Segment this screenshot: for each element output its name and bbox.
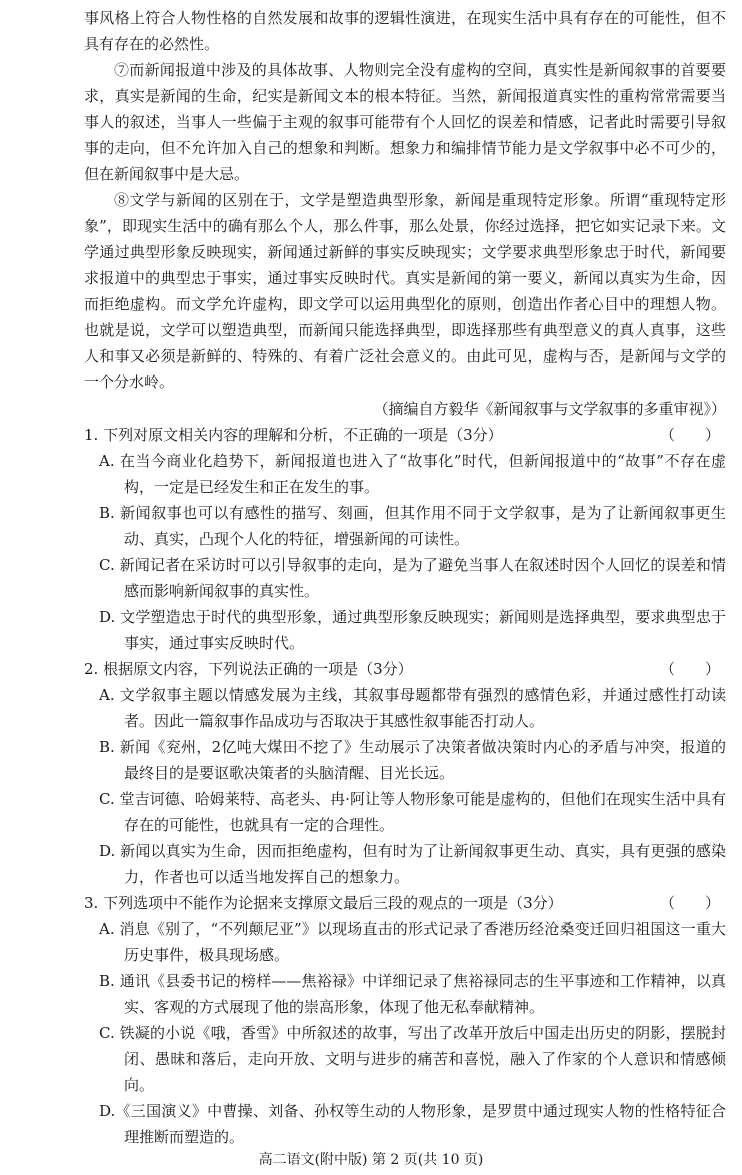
- answer-blank[interactable]: （ ）: [660, 894, 721, 912]
- passage-paragraph: ⑦而新闻报道中涉及的具体故事、人物则完全没有虚构的空间，真实性是新闻叙事的首要要求，真实是新闻的生命，纪实是新闻文本的根本特征。当然，新闻报道真实性的重构常常需要当事人的叙述，当事人一些偏于主观的叙事可能带有个人回忆的误差和情感，记者此时需要引导叙事的走向，但不允许加入自己的想象和判断。想象力和编排情节能力是文学叙事中必不可少的，但在新闻叙事中是大忌。: [84, 61, 726, 183]
- option-b[interactable]: B. 通讯《县委书记的榜样——焦裕禄》中详细记录了焦裕禄同志的生平事迹和工作精神，以真实、客观的方式展现了他的崇高形象，体现了他无私奉献精神。: [99, 972, 726, 1016]
- question-2: [84, 656, 726, 890]
- question-stem: 3. 下列选项中不能作为论据来支撑原文最后三段的观点的一项是（3分）: [84, 894, 563, 912]
- option-c[interactable]: C. 铁凝的小说《哦，香雪》中所叙述的故事，写出了改革开放后中国走出历史的阴影，摆脱封闭、愚昧和落后，走向开放、文明与进步的痛苦和喜悦，融入了作家的个人意识和情感倾向。: [99, 1024, 726, 1094]
- option-d[interactable]: D. 新闻以真实为生命，因而拒绝虚构，但有时为了让新闻叙事更生动、真实，具有更强的感染力，作者也可以适当地发挥自己的想象力。: [99, 842, 726, 886]
- passage: [84, 5, 726, 395]
- answer-blank[interactable]: （ ）: [660, 660, 721, 678]
- question-1: [84, 422, 726, 656]
- question-3: [84, 890, 726, 1150]
- answer-blank[interactable]: （ ）: [660, 426, 721, 444]
- option-a[interactable]: A. 文学叙事主题以情感发展为主线，其叙事母题都带有强烈的感情色彩，并通过感性打动读者。因此一篇叙事作品成功与否取决于其感性叙事能否打动人。: [99, 686, 726, 730]
- page-footer: 高二语文(附中版) 第 2 页(共 10 页): [258, 1152, 484, 1168]
- passage-paragraph: 事风格上符合人物性格的自然发展和故事的逻辑性演进，在现实生活中具有存在的可能性，但不具有存在的必然性。: [84, 9, 726, 53]
- question-stem: 2. 根据原文内容，下列说法正确的一项是（3分）: [84, 660, 413, 678]
- option-c[interactable]: C. 堂吉诃德、哈姆莱特、高老头、冉·阿让等人物形象可能是虚构的，但他们在现实生活中具有存在的可能性，也就具有一定的合理性。: [99, 790, 726, 834]
- source-citation: （摘编自方毅华《新闻叙事与文学叙事的多重审视》）: [373, 400, 726, 418]
- option-a[interactable]: A. 消息《别了，“不列颠尼亚”》以现场直击的形式记录了香港历经沧桑变迁回归祖国这一重大历史事件，极具现场感。: [99, 920, 726, 964]
- question-stem: 1. 下列对原文相关内容的理解和分析，不正确的一项是（3分）: [84, 426, 503, 444]
- option-b[interactable]: B. 新闻叙事也可以有感性的描写、刻画，但其作用不同于文学叙事，是为了让新闻叙事更生动、真实，凸现个人化的特征，增强新闻的可读性。: [99, 504, 726, 548]
- option-d[interactable]: D.《三国演义》中曹操、刘备、孙权等生动的人物形象，是罗贯中通过现实人物的性格特征合理推断而塑造的。: [99, 1102, 726, 1146]
- option-c[interactable]: C. 新闻记者在采访时可以引导叙事的走向，是为了避免当事人在叙述时因个人回忆的误差和情感而影响新闻叙事的真实性。: [99, 556, 726, 600]
- option-d[interactable]: D. 文学塑造忠于时代的典型形象，通过典型形象反映现实；新闻则是选择典型，要求典型忠于事实，通过事实反映时代。: [99, 608, 726, 652]
- option-b[interactable]: B. 新闻《兖州，2亿吨大煤田不挖了》生动展示了决策者做决策时内心的矛盾与冲突，报道的最终目的是要讴歌决策者的头脑清醒、目光长远。: [99, 738, 726, 782]
- passage-paragraph: ⑧文学与新闻的区别在于，文学是塑造典型形象，新闻是重现特定形象。所谓“重现特定形象”，即现实生活中的确有那么个人，那么件事，那么处景，你经过选择，把它如实记录下来。文学通过典型形象反映现实，新闻通过新鲜的事实反映现实；文学要求典型形象忠于时代，新闻要求报道中的典型忠于事实，通过事实反映时代。真实是新闻的第一要义，新闻以真实为生命，因而拒绝虚构。而文学允许虚构，即文学可以运用典型化的原则，创造出作者心目中的理想人物。也就是说，文学可以塑造典型，而新闻只能选择典型，即选择那些有典型意义的真人真事，这些人和事又必须是新鲜的、特殊的、有着广泛社会意义的。由此可见，虚构与否，是新闻与文学的一个分水岭。: [84, 191, 726, 391]
- option-a[interactable]: A. 在当今商业化趋势下，新闻报道也进入了“故事化”时代，但新闻报道中的“故事”不存在虚构，一定是已经发生和正在发生的事。: [99, 452, 726, 496]
